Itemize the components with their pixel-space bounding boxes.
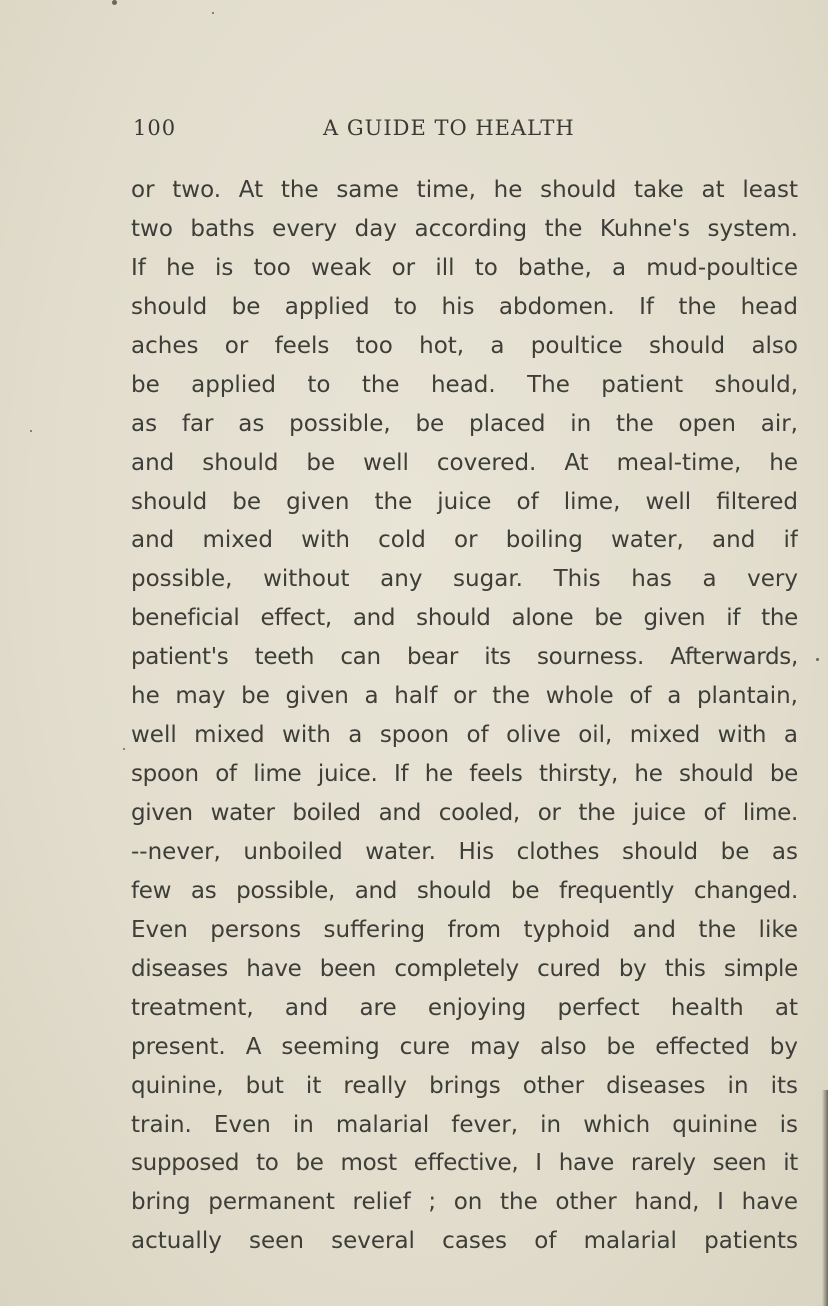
text-line: Even persons suffering from typhoid and the like xyxy=(131,916,798,943)
text-line: he may be given a half or the whole of a plantain, xyxy=(131,683,798,710)
text-line: and should be well covered. At meal-time, he xyxy=(131,449,798,476)
text-line: patient's teeth can bear its sourness. Afterwards, xyxy=(131,644,798,671)
running-head: A GUIDE TO HEALTH xyxy=(323,116,575,140)
text-line: If he is too weak or ill to bathe, a mud-poultice xyxy=(131,254,798,281)
text-line: should be applied to his abdomen. If the head xyxy=(131,293,798,320)
page-edge-shadow xyxy=(822,1090,828,1306)
text-line: supposed to be most effective, I have rarely seen it xyxy=(131,1150,798,1177)
text-line: actually seen several cases of malarial patients xyxy=(131,1228,798,1255)
text-line: --never, unboiled water. His clothes should be as xyxy=(131,838,798,865)
scan-speck xyxy=(30,430,32,432)
scan-speck xyxy=(212,12,214,14)
text-line: beneficial effect, and should alone be given if the xyxy=(131,605,798,632)
text-line: train. Even in malarial fever, in which quinine is xyxy=(131,1111,798,1138)
text-line: aches or feels too hot, a poultice should also xyxy=(131,332,798,359)
body-text xyxy=(131,171,798,1261)
text-line: two baths every day according the Kuhne's system. xyxy=(131,215,798,242)
text-line: present. A seeming cure may also be effected by xyxy=(131,1033,798,1060)
text-line: and mixed with cold or boiling water, and if xyxy=(131,527,798,554)
text-line: few as possible, and should be frequently changed. xyxy=(131,877,798,904)
text-line: as far as possible, be placed in the open air, xyxy=(131,410,798,437)
text-line: or two. At the same time, he should take at least xyxy=(131,177,798,203)
text-line: well mixed with a spoon of olive oil, mixed with a xyxy=(131,722,798,749)
scan-speck xyxy=(816,658,819,661)
text-line: treatment, and are enjoying perfect health at xyxy=(131,994,798,1021)
text-line: given water boiled and cooled, or the juice of lime. xyxy=(131,800,798,826)
text-line: possible, without any sugar. This has a very xyxy=(131,566,798,593)
text-line: spoon of lime juice. If he feels thirsty, he should be xyxy=(131,761,798,788)
text-line: diseases have been completely cured by this simple xyxy=(131,955,798,982)
page-number: 100 xyxy=(133,116,177,140)
text-line: bring permanent relief ; on the other hand, I have xyxy=(131,1189,798,1216)
text-line: should be given the juice of lime, well filtered xyxy=(131,488,798,515)
scan-speck xyxy=(123,748,125,750)
page-header xyxy=(133,116,803,146)
text-line: quinine, but it really brings other diseases in its xyxy=(131,1072,798,1099)
scan-speck xyxy=(112,0,117,5)
text-line: be applied to the head. The patient should, xyxy=(131,371,798,398)
